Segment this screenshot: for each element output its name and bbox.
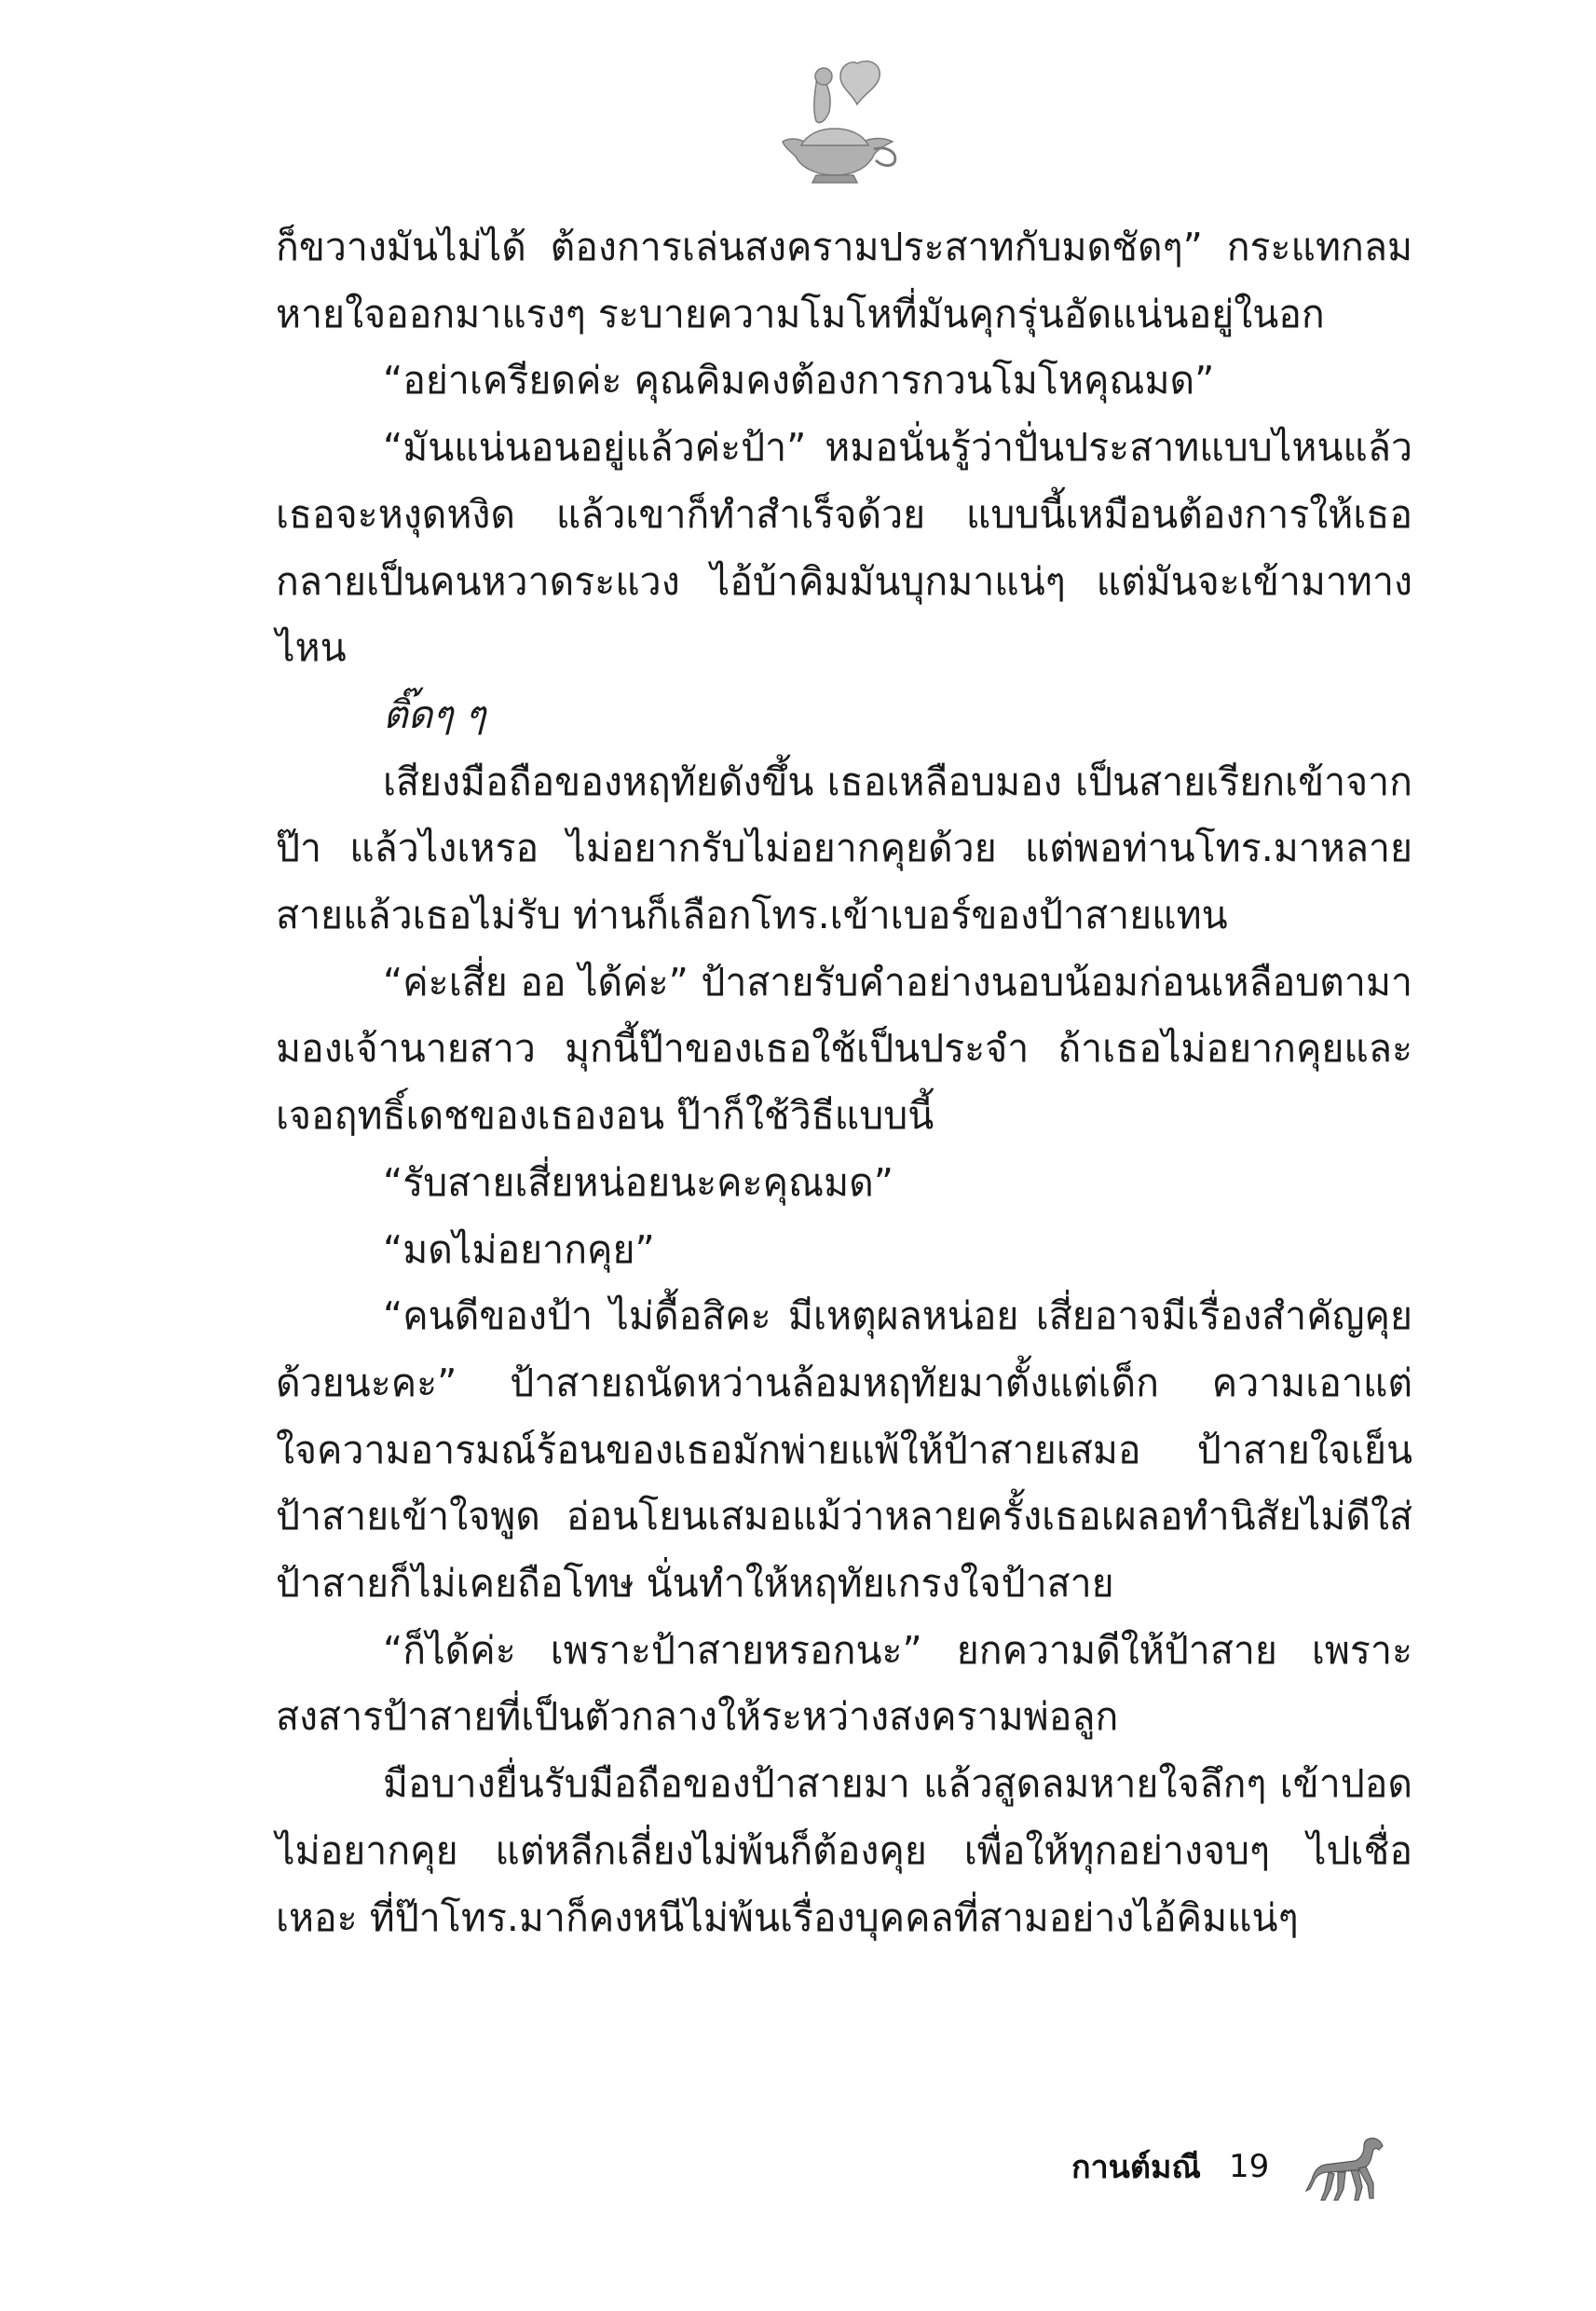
page-footer (1071, 2125, 1390, 2208)
paragraph-10: “ก็ได้ค่ะ เพราะป้าสายหรอกนะ” ยกความดีให้ป้าสาย เพราะสงสารป้าสายที่เป็นตัวกลางให้ระหว่างสงครามพ่อลูก (276, 1627, 1412, 1740)
paragraph-9: “คนดีของป้า ไม่ดื้อสิคะ มีเหตุผลหน่อย เสี่ยอาจมีเรื่องสำคัญคุยด้วยนะคะ” ป้าสายถนัดหว่านล้อมหฤทัยมาตั้งแต่เด็ก ความเอาแต่ใจความอารมณ์ร้อนของเธอมักพ่ายแพ้ให้ป้าสายเสมอ ป้าสายใจเย็นป้าสายเข้าใจพูด อ่อนโยนเสมอแม้ว่าหลายครั้งเธอเผลอทำนิสัยไม่ดีใส่ป้าสายก็ไม่เคยถือโทษ นั่นทำให้หฤทัยเกรงใจป้าสาย (276, 1293, 1412, 1607)
body-text (276, 214, 1412, 1951)
paragraph-5: เสียงมือถือของหฤทัยดังขึ้น เธอเหลือบมอง เป็นสายเรียกเข้าจากป๊า แล้วไงเหรอ ไม่อยากรับไม่อยากคุยด้วย แต่พอท่านโทร.มาหลายสายแล้วเธอไม่รับ ท่านก็เลือกโทร.เข้าเบอร์ของป้าสายแทน (276, 759, 1412, 938)
paragraph-7: “รับสายเสี่ยหน่อยนะคะคุณมด” (383, 1159, 893, 1205)
paragraph-2: “อย่าเครียดค่ะ คุณคิมคงต้องการกวนโมโหคุณมด” (383, 358, 1215, 403)
paragraph-4: ติ๊ดๆ ๆ (383, 691, 486, 737)
book-title: กานต์มณี (1071, 2149, 1201, 2186)
horse-icon (1297, 2129, 1390, 2204)
paragraph-1: ก็ขวางมันไม่ได้ ต้องการเล่นสงครามประสาทกับมดชัดๆ” กระแทกลมหายใจออกมาแรงๆ ระบายความโมโหที่มันคุกรุ่นอัดแน่นอยู่ในอก (276, 225, 1412, 336)
genie-lamp-icon (764, 56, 904, 186)
paragraph-8: “มดไม่อยากคุย” (383, 1226, 655, 1272)
paragraph-6: “ค่ะเสี่ย ออ ได้ค่ะ” ป้าสายรับคำอย่างนอบน้อมก่อนเหลือบตามามองเจ้านายสาว มุกนี้ป๊าของเธอใช้เป็นประจำ ถ้าเธอไม่อยากคุยและเจอฤทธิ์เดชของเธองอน ป๊าก็ใช้วิธีแบบนี้ (276, 959, 1412, 1139)
paragraph-3: “มันแน่นอนอยู่แล้วค่ะป้า” หมอนั่นรู้ว่าปั่นประสาทแบบไหนแล้วเธอจะหงุดหงิด แล้วเขาก็ทำสำเร็จด้วย แบบนี้เหมือนต้องการให้เธอกลายเป็นคนหวาดระแวง ไอ้บ้าคิมมันบุกมาแน่ๆ แต่มันจะเข้ามาทางไหน (276, 425, 1412, 671)
paragraph-11: มือบางยื่นรับมือถือของป้าสายมา แล้วสูดลมหายใจลึกๆ เข้าปอดไม่อยากคุย แต่หลีกเลี่ยงไม่พ้นก็ต้องคุย เพื่อให้ทุกอย่างจบๆ ไปเชื่อเหอะ ที่ป๊าโทร.มาก็คงหนีไม่พ้นเรื่องบุคคลที่สามอย่างไอ้คิมแน่ๆ (276, 1761, 1412, 1940)
page-number: 19 (1228, 2148, 1270, 2185)
